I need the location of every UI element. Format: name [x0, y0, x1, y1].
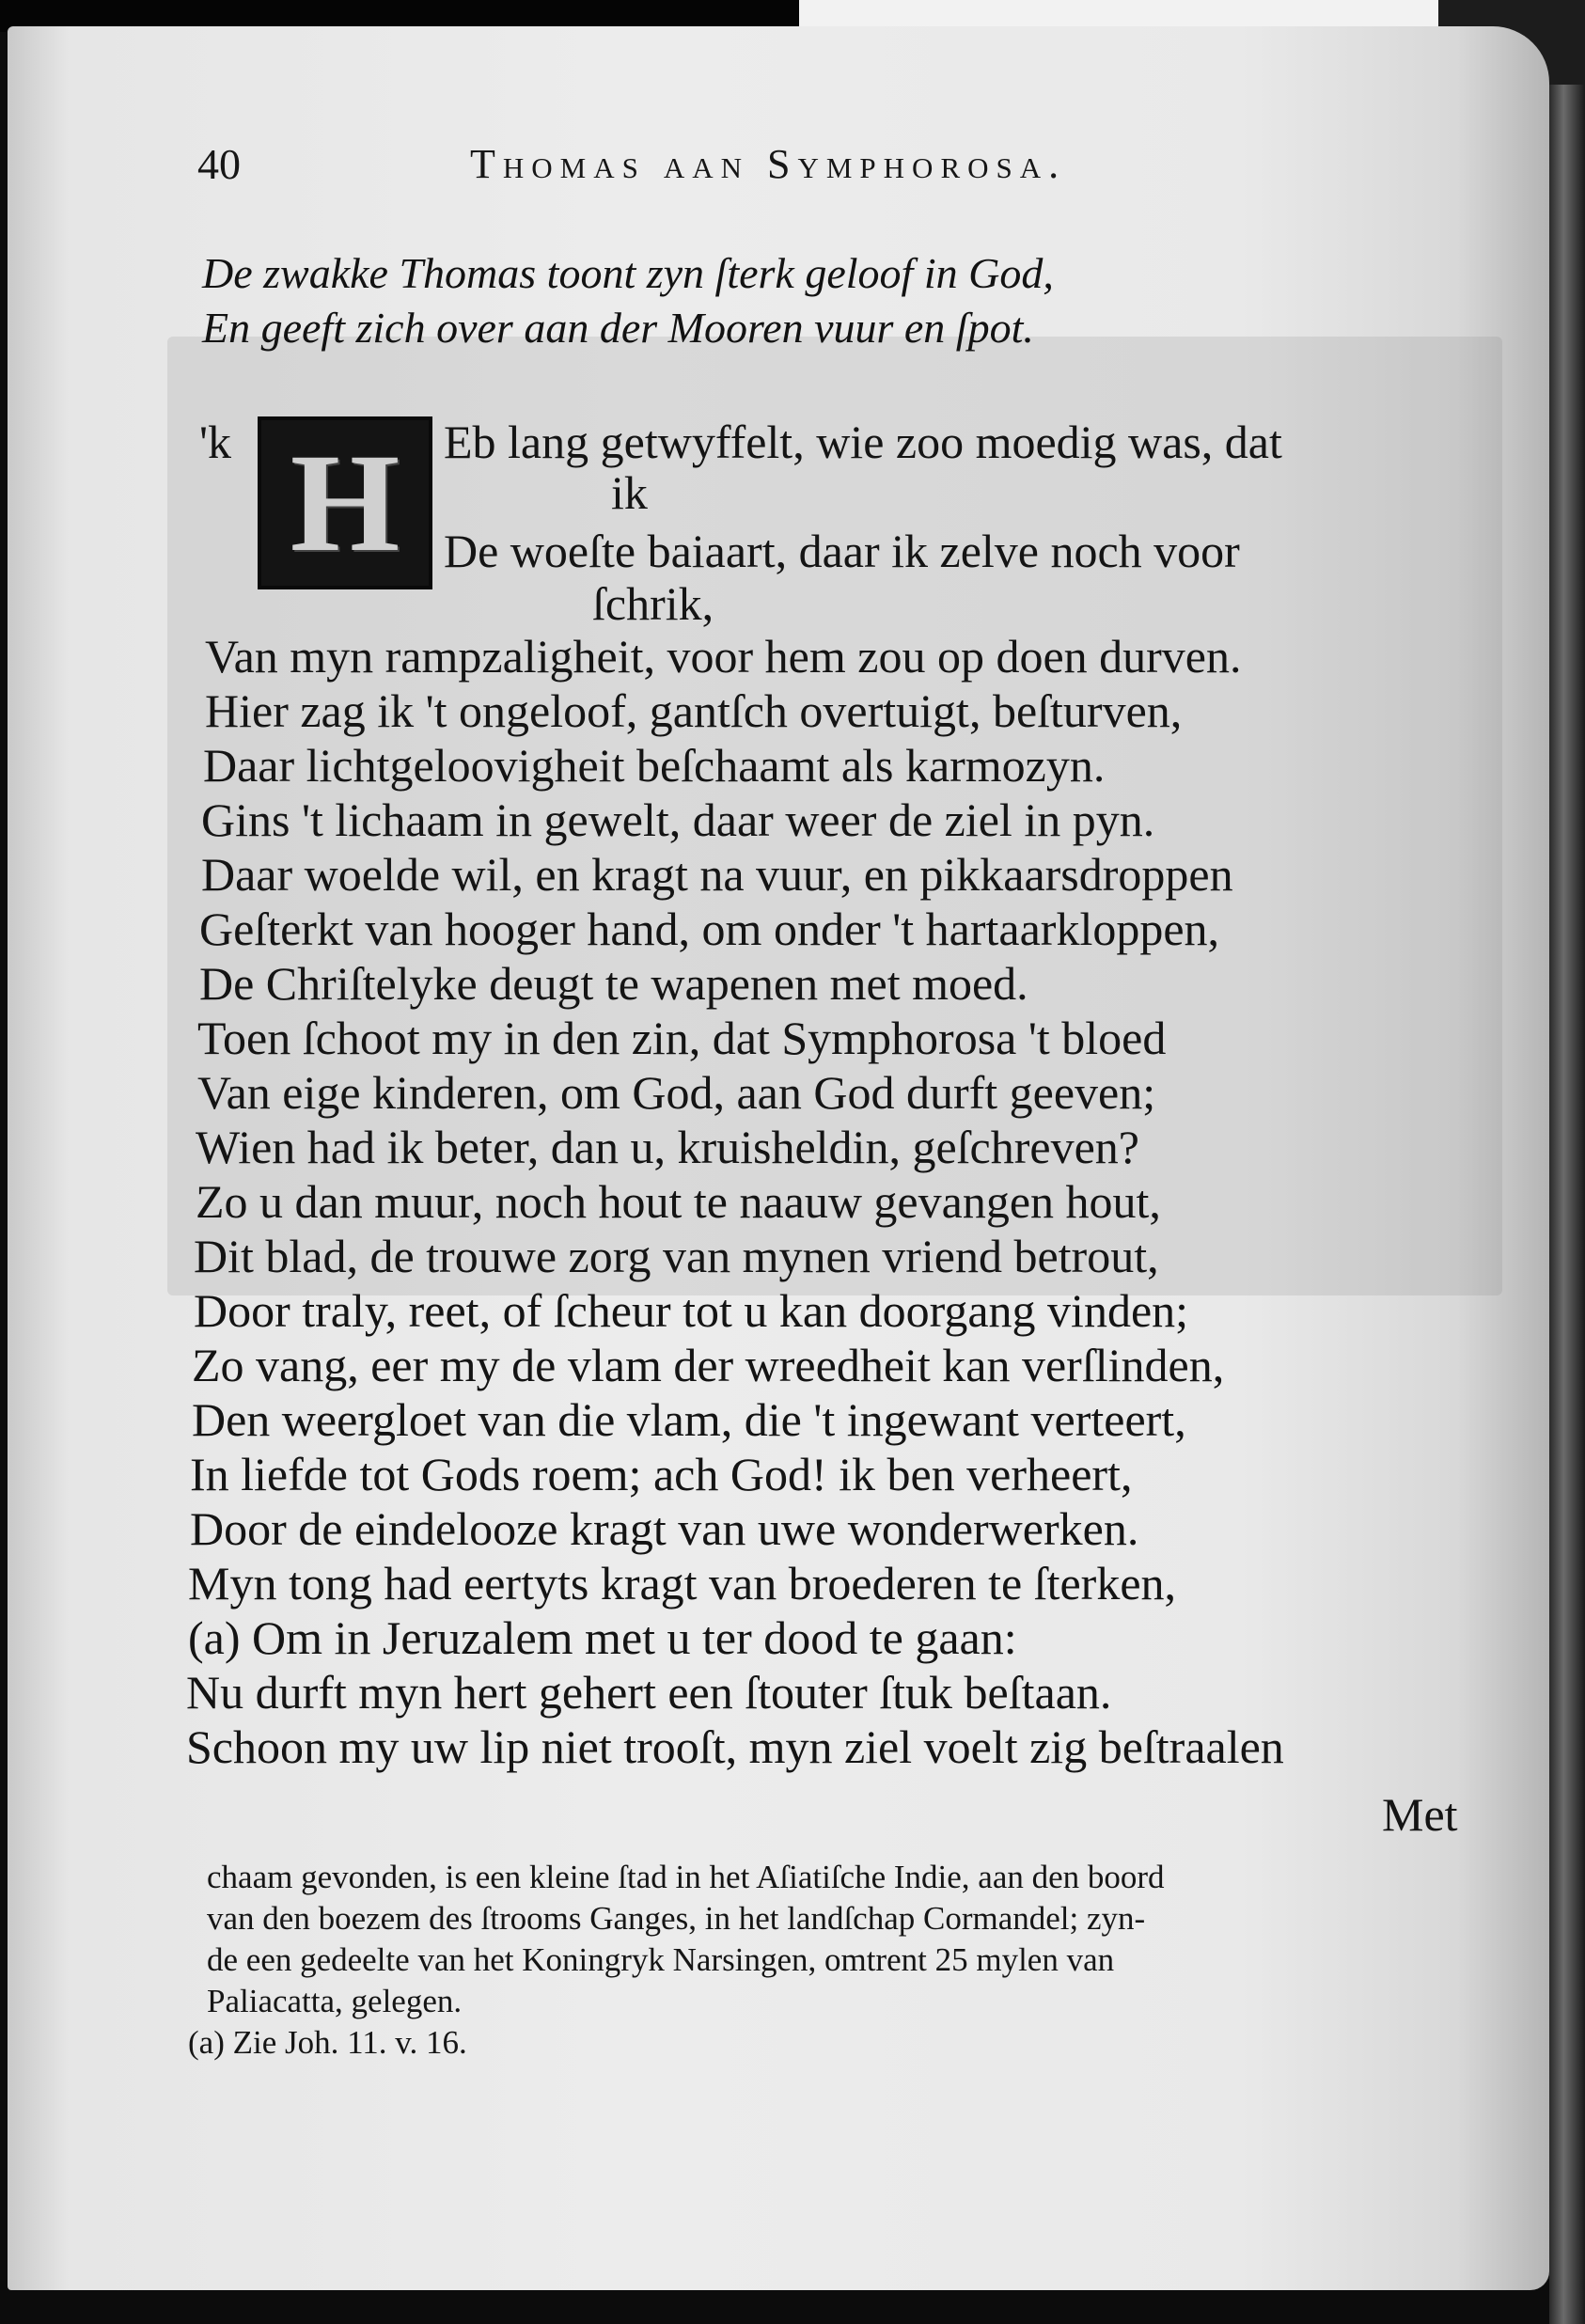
poem-line: Nu durft myn hert gehert een ſtouter ſtuk beſtaan. — [186, 1666, 1112, 1719]
decorated-initial — [258, 416, 432, 589]
poem-line: Door de eindelooze kragt van uwe wonderwerken. — [190, 1502, 1139, 1555]
footnote-line: van den boezem des ſtrooms Ganges, in het landſchap Cormandel; zyn- — [207, 1900, 1146, 1937]
heading-line: De zwakke Thomas toont zyn ſterk geloof in God, — [202, 249, 1054, 297]
poem-line: Geſterkt van hooger hand, om onder 't hartaarkloppen, — [199, 903, 1220, 955]
footnote-line: Paliacatta, gelegen. — [207, 1983, 463, 2019]
poem-line: Schoon my uw lip niet trooſt, myn ziel voelt zig beſtraalen — [186, 1720, 1284, 1773]
footnote-line: de een gedeelte van het Koningryk Narsingen, omtrent 25 mylen van — [207, 1941, 1115, 1978]
footnote-line: chaam gevonden, is een kleine ſtad in het Aſiatiſche Indie, aan den boord — [207, 1859, 1165, 1895]
poem-line: Van eige kinderen, om God, aan God durft geeven; — [197, 1066, 1156, 1119]
running-title: Thomas aan Symphorosa. — [470, 141, 1067, 187]
poem-line: Den weergloet van die vlam, die 't ingewant verteert, — [192, 1393, 1186, 1446]
catchword: Met — [1382, 1788, 1458, 1841]
page-header — [197, 132, 1279, 197]
opening-apostrophe-k: 'k — [199, 416, 232, 468]
poem-line: Gins 't lichaam in gewelt, daar weer de ziel in pyn. — [201, 793, 1155, 846]
poem-line: In liefde tot Gods roem; ach God! ik ben verheert, — [190, 1448, 1133, 1500]
poem-line: Van myn rampzaligheit, voor hem zou op doen durven. — [205, 630, 1242, 683]
scan-background-top-right — [799, 0, 1438, 28]
initial-letter: H — [290, 425, 400, 581]
poem-line: Daar woelde wil, en kragt na vuur, en pikkaarsdroppen — [201, 848, 1233, 901]
poem-line: (a) Om in Jeruzalem met u ter dood te gaan: — [188, 1611, 1017, 1664]
poem-line: De Chriſtelyke deugt te wapenen met moed. — [199, 957, 1028, 1010]
footnote-line: (a) Zie Joh. 11. v. 16. — [188, 2024, 467, 2061]
heading-line: En geeft zich over aan der Mooren vuur en ſpot. — [202, 304, 1034, 352]
poem-line: Zo vang, eer my de vlam der wreedheit kan verſlinden, — [192, 1339, 1225, 1391]
poem-line: Myn tong had eertyts kragt van broederen te ſterken, — [188, 1557, 1177, 1610]
poem-line: ik — [611, 466, 648, 519]
next-page-edge — [1549, 85, 1585, 2324]
poem-line: Daar lichtgeloovigheit beſchaamt als karmozyn. — [203, 739, 1106, 792]
poem-line: Wien had ik beter, dan u, kruisheldin, geſchreven? — [196, 1121, 1139, 1173]
page-number: 40 — [197, 140, 241, 188]
poem-heading — [202, 246, 1405, 355]
poem-line: Zo u dan muur, noch hout te naauw gevangen hout, — [196, 1175, 1161, 1228]
poem-line: ſchrik, — [592, 577, 714, 630]
poem-line: Eb lang getwyffelt, wie zoo moedig was, dat — [444, 416, 1282, 468]
poem-line: Door traly, reet, of ſcheur tot u kan doorgang vinden; — [194, 1284, 1189, 1337]
poem-line: Hier zag ik 't ongeloof, gantſch overtuigt, beſturven, — [205, 684, 1183, 737]
poem-line: De woeſte baiaart, daar ik zelve noch voor — [444, 525, 1240, 577]
poem-line: Dit blad, de trouwe zorg van mynen vriend betrout, — [194, 1230, 1159, 1282]
poem-line: Toen ſchoot my in den zin, dat Symphorosa 't bloed — [197, 1012, 1167, 1064]
